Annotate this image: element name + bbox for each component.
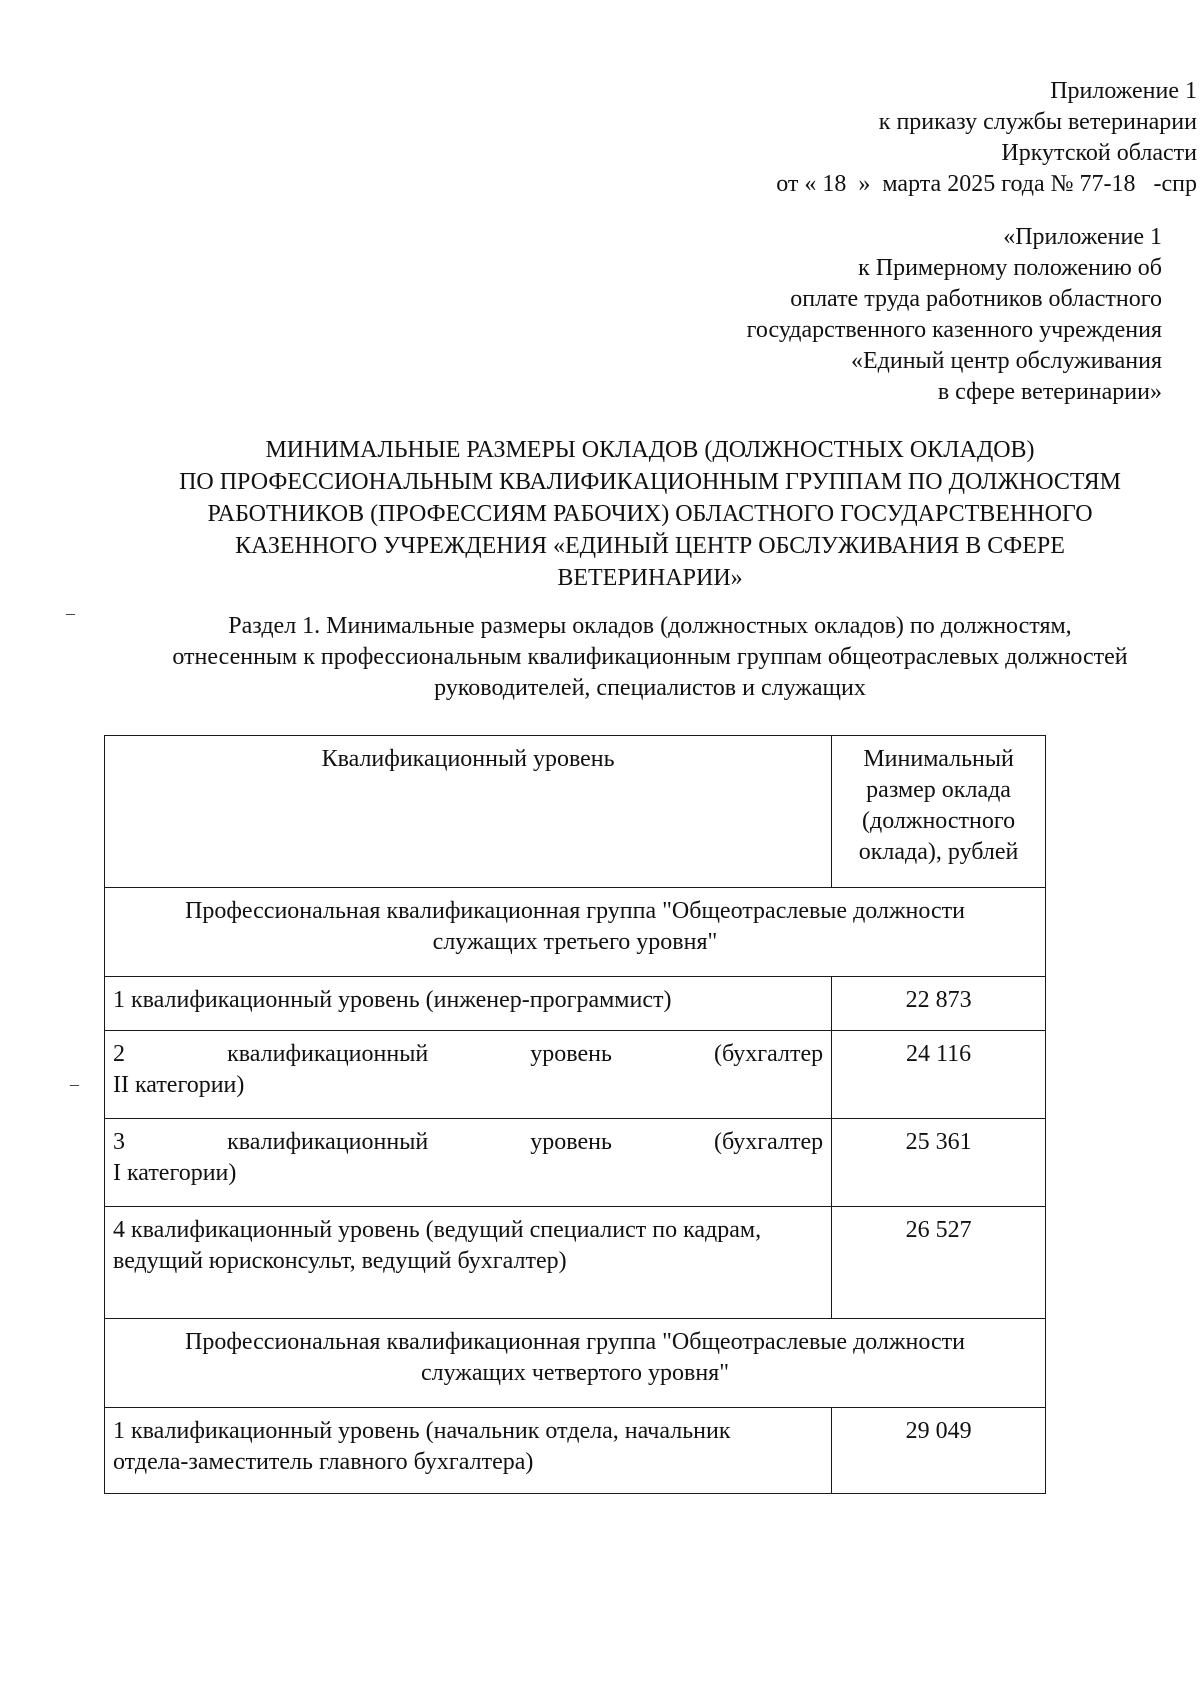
level-cell xyxy=(105,1207,832,1319)
scan-mark: – xyxy=(70,1074,79,1094)
salary-cell: 26 527 xyxy=(832,1207,1046,1319)
level-line-justified xyxy=(113,1416,823,1447)
level-cell xyxy=(105,1408,832,1494)
appendix-regulation-line: «Единый центр обслуживания xyxy=(851,348,1162,374)
group-heading-line: Профессиональная квалификационная группа "Общеотраслевые должности xyxy=(185,1329,965,1355)
appendix-order-line: Приложение 1 xyxy=(1050,78,1197,104)
appendix-order-line: Иркутской области xyxy=(1001,140,1197,166)
appendix-order-header xyxy=(776,76,1197,200)
level-word: (бухгалтер xyxy=(714,1129,824,1155)
level-line: II категории) xyxy=(113,1072,245,1098)
document-title xyxy=(100,434,1200,594)
level-word: 2 xyxy=(113,1041,125,1067)
document-title-line: ВЕТЕРИНАРИИ» xyxy=(557,565,743,591)
section-heading-line: Раздел 1. Минимальные размеры окладов (должностных окладов) по должностям, xyxy=(228,613,1072,639)
group-row xyxy=(105,1319,1046,1408)
document-title-line: КАЗЕННОГО УЧРЕЖДЕНИЯ «ЕДИНЫЙ ЦЕНТР ОБСЛУЖИВАНИЯ В СФЕРЕ xyxy=(235,533,1065,559)
appendix-order-line: к приказу службы ветеринарии xyxy=(878,109,1197,135)
group-heading-line: служащих третьего уровня" xyxy=(432,929,718,955)
table-row xyxy=(105,1408,1046,1494)
level-cell xyxy=(105,1119,832,1207)
document-title-line: МИНИМАЛЬНЫЕ РАЗМЕРЫ ОКЛАДОВ (ДОЛЖНОСТНЫХ ОКЛАДОВ) xyxy=(265,437,1035,463)
header-salary-line: (должностного xyxy=(862,808,1016,834)
salary-cell: 29 049 xyxy=(832,1408,1046,1494)
section-heading-line: руководителей, специалистов и служащих xyxy=(434,675,866,701)
salary-table xyxy=(104,735,1046,1494)
section-heading-line: отнесенным к профессиональным квалификационным группам общеотраслевых должностей xyxy=(172,644,1128,670)
group-heading-cell xyxy=(105,888,1046,977)
header-salary-line: Минимальный xyxy=(863,746,1014,772)
salary-cell: 24 116 xyxy=(832,1031,1046,1119)
appendix-regulation-line: к Примерному положению об xyxy=(858,255,1162,281)
header-salary-line: оклада), рублей xyxy=(858,839,1019,865)
document-title-line: ПО ПРОФЕССИОНАЛЬНЫМ КВАЛИФИКАЦИОННЫМ ГРУППАМ ПО ДОЛЖНОСТЯМ xyxy=(179,469,1121,495)
level-line: ведущий юрисконсульт, ведущий бухгалтер) xyxy=(113,1248,567,1274)
level-line: I категории) xyxy=(113,1160,237,1186)
level-line-justified xyxy=(113,1039,823,1070)
group-heading-cell xyxy=(105,1319,1046,1408)
salary-cell: 22 873 xyxy=(832,977,1046,1031)
level-line-justified xyxy=(113,1127,823,1158)
section-heading xyxy=(100,611,1200,704)
document-title-line: РАБОТНИКОВ (ПРОФЕССИЯМ РАБОЧИХ) ОБЛАСТНОГО ГОСУДАРСТВЕННОГО xyxy=(207,501,1093,527)
level-line: отдела-заместитель главного бухгалтера) xyxy=(113,1449,534,1475)
appendix-regulation-line: в сфере ветеринарии» xyxy=(937,379,1162,405)
table-row xyxy=(105,1207,1046,1319)
appendix-order-date-line: от « 18 » марта 2025 года № 77-18 -спр xyxy=(776,171,1197,197)
level-line: 4 квалификационный уровень (ведущий специалист по кадрам, xyxy=(113,1217,762,1243)
level-word: (бухгалтер xyxy=(714,1041,824,1067)
group-heading-line: служащих четвертого уровня" xyxy=(420,1360,730,1386)
header-level-cell: Квалификационный уровень xyxy=(105,736,832,888)
header-salary-line: размер оклада xyxy=(866,777,1011,803)
level-word: квалификационный xyxy=(227,1129,429,1155)
table-header-row xyxy=(105,736,1046,888)
scan-mark: – xyxy=(66,603,75,623)
appendix-regulation-line: государственного казенного учреждения xyxy=(746,317,1162,343)
appendix-regulation-line: оплате труда работников областного xyxy=(790,286,1162,312)
level-cell: 1 квалификационный уровень (инженер-программист) xyxy=(105,977,832,1031)
appendix-regulation-line: «Приложение 1 xyxy=(1003,224,1162,250)
appendix-regulation-header xyxy=(747,222,1162,408)
header-salary-cell xyxy=(832,736,1046,888)
level-word: уровень xyxy=(530,1129,612,1155)
level-word: 3 xyxy=(113,1129,125,1155)
level-cell xyxy=(105,1031,832,1119)
salary-cell: 25 361 xyxy=(832,1119,1046,1207)
table-row xyxy=(105,1119,1046,1207)
group-heading-line: Профессиональная квалификационная группа "Общеотраслевые должности xyxy=(185,898,965,924)
group-row xyxy=(105,888,1046,977)
level-word: уровень xyxy=(530,1041,612,1067)
table-row xyxy=(105,977,1046,1031)
level-line-text: 1 квалификационный уровень (начальник отдела, начальник xyxy=(113,1418,731,1444)
table-row xyxy=(105,1031,1046,1119)
level-word: квалификационный xyxy=(227,1041,429,1067)
